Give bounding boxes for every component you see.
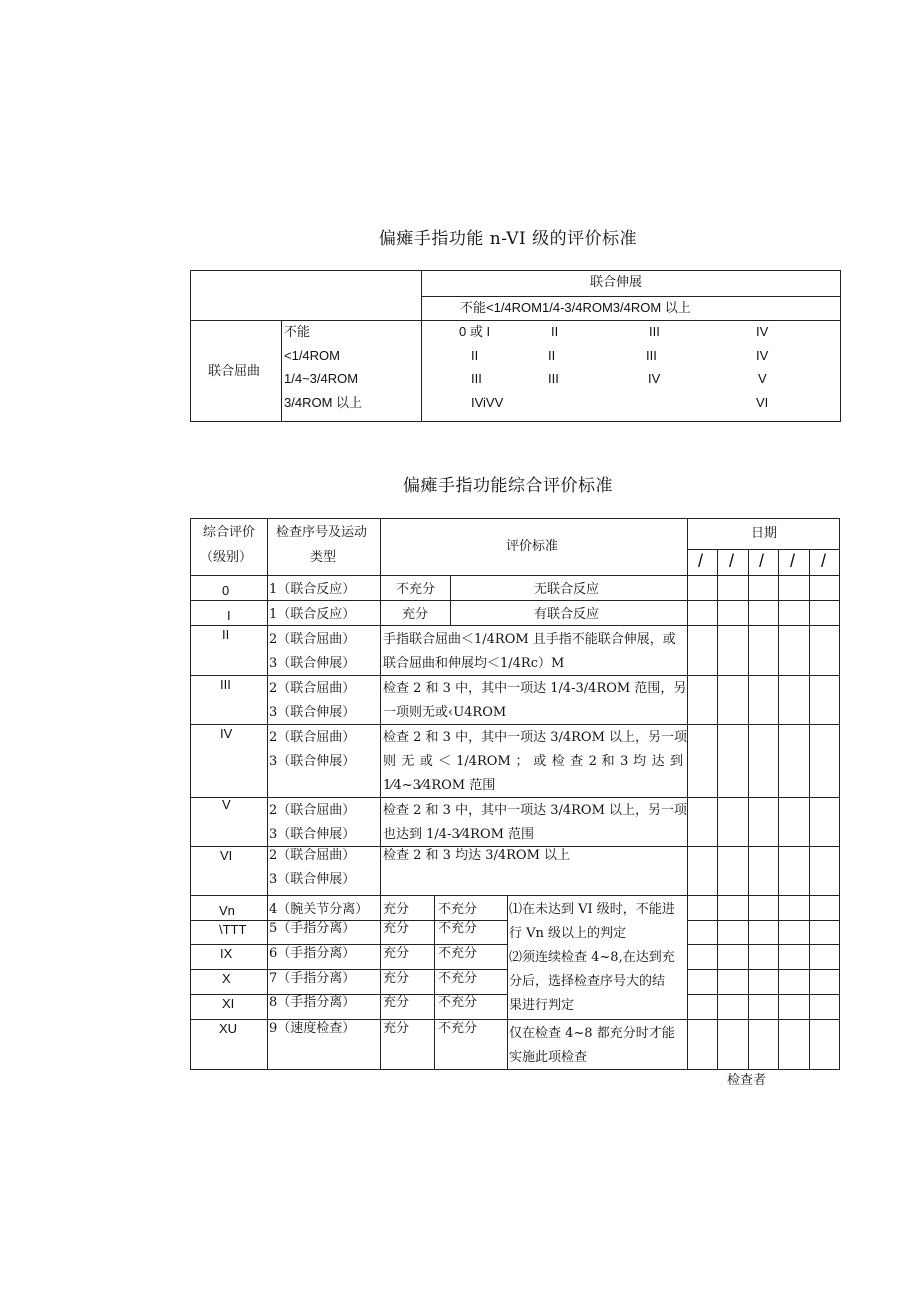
table1-cell: 0 或 I <box>459 324 491 339</box>
table1-cell: V <box>758 371 767 386</box>
criteria-text: 检查 2 和 3 中，其中一项达 3/4ROM 以上，另一项 <box>383 803 688 818</box>
criteria-text: 检查 2 和 3 中，其中一项达 3/4ROM 以上，另一项 <box>383 730 688 745</box>
table1-col-header: 联合伸展 <box>590 275 643 290</box>
check-label: 2（联合屈曲） <box>269 632 356 647</box>
table1-row-label: 1/4~3/4ROM <box>284 371 359 386</box>
criteria-text: 仅在检查 4~8 都充分时才能 <box>509 1026 675 1041</box>
table1-cell: III <box>649 324 660 339</box>
grade-header-sub: （级别） <box>200 550 253 565</box>
check-label: 4（腕关节分离） <box>269 902 369 917</box>
check-header: 检查序号及运动 <box>276 525 368 540</box>
check-label: 1（联合反应） <box>269 607 356 622</box>
result-label: 不充分 <box>438 946 478 961</box>
check-label: 3（联合伸展） <box>269 872 356 887</box>
check-label: 1（联合反应） <box>269 582 356 597</box>
check-label: 3（联合伸展） <box>269 754 356 769</box>
grade-label: II <box>222 627 230 642</box>
note-text: 行 Vn 级以上的判定 <box>509 926 627 941</box>
check-label: 3（联合伸展） <box>269 705 356 720</box>
check-label: 9（速度检查） <box>269 1021 356 1036</box>
table1-cell: IV <box>648 371 661 386</box>
grade-label: V <box>222 797 231 812</box>
examiner-label: 检查者 <box>727 1073 767 1088</box>
criteria-header: 评价标准 <box>506 539 559 554</box>
result-label: 充分 <box>402 607 429 622</box>
result-label: 不充分 <box>438 995 478 1010</box>
grade-label: X <box>222 971 231 986</box>
table1-row-label: 不能 <box>284 324 311 339</box>
criteria-text: 也达到 1/4-3⁄4ROM 范围 <box>383 827 535 842</box>
table1-cell: III <box>471 371 482 386</box>
date-slash: / <box>729 551 735 571</box>
criteria-text: 有联合反应 <box>534 607 600 622</box>
table1-cell: IV <box>756 324 769 339</box>
result-label: 充分 <box>383 921 410 936</box>
note-text: 分后，选择检查序号大的结 <box>509 974 666 989</box>
criteria-text: 一项则无或‹U4ROM <box>383 705 507 720</box>
table1-sub-header: 不能<1/4ROM1/4-3/4ROM3/4ROM 以上 <box>460 300 691 315</box>
check-label: 6（手指分离） <box>269 946 356 961</box>
table1-title: 偏瘫手指功能 n-VI 级的评价标准 <box>378 229 638 249</box>
grade-label: IV <box>220 726 233 741</box>
table1-cell: VI <box>756 395 769 410</box>
result-label: 充分 <box>383 971 410 986</box>
grade-label: III <box>220 677 231 692</box>
check-label: 2（联合屈曲） <box>269 681 356 696</box>
grade-label: I <box>227 608 231 623</box>
date-slash: / <box>698 551 704 571</box>
table1-cell: IViVV <box>471 395 504 410</box>
check-label: 2（联合屈曲） <box>269 730 356 745</box>
note-text: ⑴在未达到 VI 级时，不能进 <box>509 902 675 917</box>
criteria-text: 1⁄4~3⁄4ROM 范围 <box>383 778 496 793</box>
check-label: 2（联合屈曲） <box>269 848 356 863</box>
grade-header: 综合评价 <box>203 525 256 540</box>
table1-cell: IV <box>756 348 769 363</box>
table1-cell: III <box>548 371 559 386</box>
result-label: 不充分 <box>396 582 436 597</box>
table1-cell: III <box>646 348 657 363</box>
check-label: 5（手指分离） <box>269 921 356 936</box>
grade-label: IX <box>220 946 233 961</box>
grade-label: XI <box>222 996 235 1011</box>
date-header: 日期 <box>751 526 778 541</box>
note-text: ⑵须连续检查 4~8,在达到充 <box>509 950 675 965</box>
result-label: 充分 <box>383 902 410 917</box>
result-label: 充分 <box>383 1021 410 1036</box>
criteria-text: 检查 2 和 3 中，其中一项达 1/4-3/4ROM 范围，另 <box>383 681 687 696</box>
check-label: 7（手指分离） <box>269 971 356 986</box>
check-header-sub: 类型 <box>310 550 337 565</box>
table1-cell: II <box>471 348 479 363</box>
criteria-text: 则 无 或 ＜ 1/4ROM ； 或 检 查 2 和 3 均 达 到 <box>383 754 683 769</box>
table1-cell: II <box>551 324 559 339</box>
table1-row-label: 3/4ROM 以上 <box>284 395 363 410</box>
table2-title: 偏瘫手指功能综合评价标准 <box>403 476 613 496</box>
grade-label: XU <box>219 1021 238 1036</box>
date-slash: / <box>759 551 765 571</box>
check-label: 2（联合屈曲） <box>269 803 356 818</box>
result-label: 不充分 <box>438 902 478 917</box>
criteria-text: 联合屈曲和伸展均＜1/4Rc）M <box>383 656 565 671</box>
result-label: 充分 <box>383 946 410 961</box>
table1-row-header: 联合屈曲 <box>208 364 261 379</box>
date-slash: / <box>821 551 827 571</box>
table1-cell: II <box>548 348 556 363</box>
grade-label: 0 <box>222 583 230 598</box>
result-label: 不充分 <box>438 971 478 986</box>
grade-label: VI <box>220 848 233 863</box>
date-slash: / <box>790 551 796 571</box>
result-label: 不充分 <box>438 1021 478 1036</box>
result-label: 充分 <box>383 995 410 1010</box>
result-label: 不充分 <box>438 921 478 936</box>
grade-label: \TTT <box>219 922 247 937</box>
criteria-text: 实施此项检查 <box>509 1050 588 1065</box>
note-text: 果进行判定 <box>509 998 575 1013</box>
table1-row-label: <1/4ROM <box>284 348 340 363</box>
grade-label: Vn <box>219 903 235 918</box>
criteria-text: 无联合反应 <box>534 582 600 597</box>
criteria-text: 手指联合屈曲＜1/4ROM 且手指不能联合伸展，或 <box>383 632 676 647</box>
check-label: 8（手指分离） <box>269 995 356 1010</box>
check-label: 3（联合伸展） <box>269 827 356 842</box>
check-label: 3（联合伸展） <box>269 656 356 671</box>
criteria-text: 检查 2 和 3 均达 3/4ROM 以上 <box>383 848 571 863</box>
